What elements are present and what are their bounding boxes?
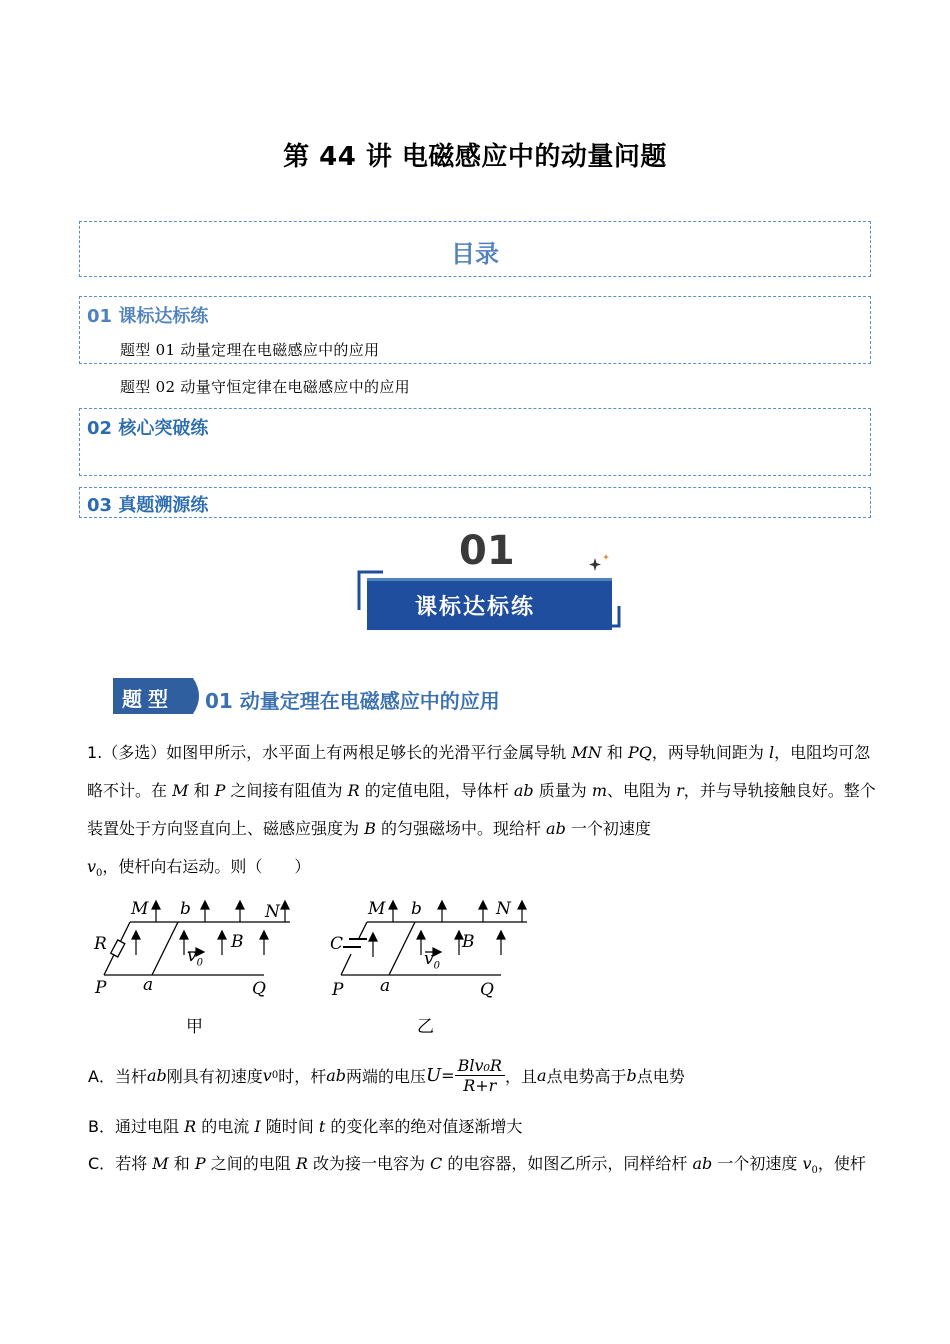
question-number: 1. bbox=[87, 743, 103, 762]
toc-item[interactable]: 题型 02 动量守恒定律在电磁感应中的应用 bbox=[120, 378, 410, 396]
section-badge bbox=[355, 528, 625, 640]
toc-section-02[interactable] bbox=[79, 408, 871, 476]
toc-item[interactable]: 题型 01 动量定理在电磁感应中的应用 bbox=[120, 341, 380, 359]
option-b[interactable]: B．通过电阻 R 的电流 I 随时间 t 的变化率的绝对值逐渐增大 bbox=[88, 1117, 523, 1136]
toc-section-label: 03 真题溯源练 bbox=[87, 495, 209, 516]
option-a[interactable]: A． 当杆 ab 刚具有初速度 v 0 时，杆 ab 两端的电压 U = $\frac{\text{Blv₀R}}{R+r}$ ，且 a 点电势高于 b 点电势 bbox=[88, 1055, 685, 1095]
toc-section-label: 02 核心突破练 bbox=[87, 418, 209, 439]
question-text: 1.（多选）如图甲所示，水平面上有两根足够长的光滑平行金属导轨 MN 和 PQ，两导轨间距为 l，电阻均可忽略不计。在 M 和 P 之间接有阻值为 R 的定值电阻，导体杆 ab 质量为 m、电阻为 r，并与导轨接触良好。整个装置处于方向竖直向上、磁感应强度为 B 的匀强磁场中。现给杆 ab 一个初速度 $v_0$，使杆向右运动。则（ ） bbox=[87, 743, 876, 880]
figure-caption: 甲 bbox=[186, 1017, 203, 1037]
option-c[interactable]: C．若将 M 和 P 之间的电阻 R 改为接一电容为 C 的电容器，如图乙所示，同样给杆 ab 一个初速度 $v_0$，使杆 bbox=[88, 1154, 866, 1177]
type-title: 01 动量定理在电磁感应中的应用 bbox=[205, 689, 500, 713]
page-title: 第 44 讲 电磁感应中的动量问题 bbox=[283, 142, 667, 172]
voltage-fraction: $\frac{\text{Blv₀R}}{R+r}$ bbox=[455, 1056, 505, 1095]
badge-number: 01 bbox=[459, 528, 515, 574]
toc-section-label: 01 课标达标练 bbox=[87, 306, 209, 327]
figure-caption: 乙 bbox=[417, 1017, 434, 1037]
type-tag: 题型 bbox=[122, 687, 174, 711]
type-heading bbox=[113, 676, 563, 716]
toc-heading: 目录 bbox=[451, 240, 499, 268]
toc-heading-box bbox=[79, 221, 871, 277]
badge-label: 课标达标练 bbox=[415, 595, 536, 620]
toc-section-03[interactable] bbox=[79, 487, 871, 518]
